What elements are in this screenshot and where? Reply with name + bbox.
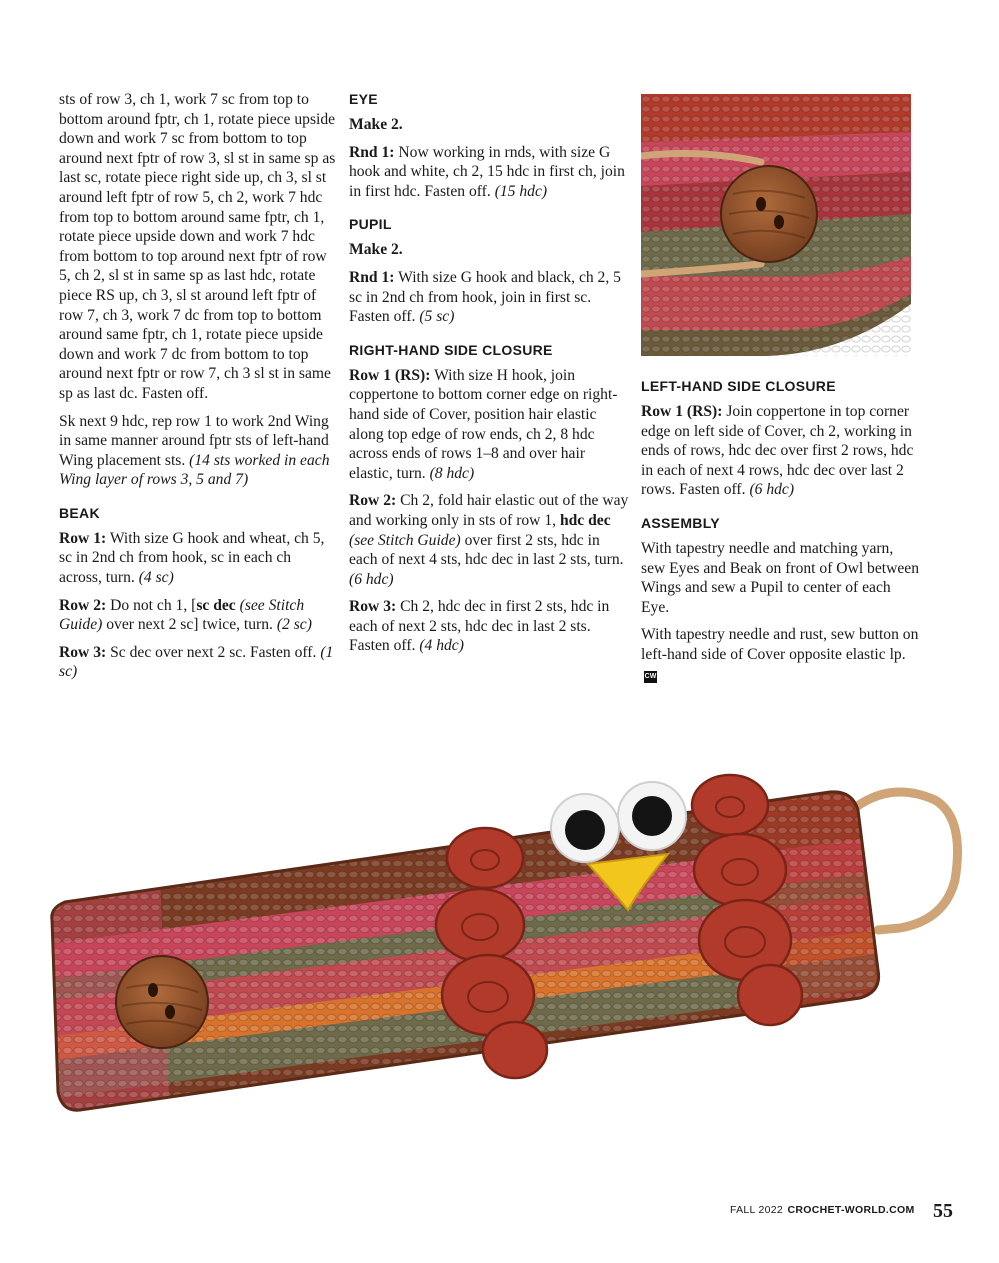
page-number: 55: [933, 1200, 953, 1222]
left-closure-heading: LEFT-HAND SIDE CLOSURE: [641, 378, 836, 394]
button-closure-photo: [641, 94, 911, 359]
eye-rnd-1: Rnd 1: Now working in rnds, with size G hook and white, ch 2, 15 hdc in first ch, join in first hdc. Fasten off. (15 hdc): [349, 143, 625, 200]
assembly-paragraph-2: With tapestry needle and rust, sew button on left-hand side of Cover opposite elastic lp.CW: [641, 625, 921, 684]
left-closure-row-1: Row 1 (RS): Join coppertone in top corner edge on left side of Cover, ch 2, working in ends of rows, hdc dec over first 2 rows, hdc in each of next 4 rows, hdc dec over last 2 rows. Fasten off. (6 hdc): [641, 403, 914, 499]
eye-heading: EYE: [349, 91, 378, 107]
column-2: [349, 90, 629, 664]
issue-label: FALL 2022: [729, 1204, 784, 1216]
assembly-heading: ASSEMBLY: [641, 514, 720, 531]
beak-row-1: Row 1: With size G hook and wheat, ch 5, sc in 2nd ch from hook, sc in each ch across, turn. (4 sc): [59, 529, 325, 587]
second-wing-paragraph: Sk next 9 hdc, rep row 1 to work 2nd Wing in same manner around fptr sts of left-hand Wing placement sts. (14 sts worked in each Wing layer of rows 3, 5 and 7): [59, 412, 330, 489]
wing-continuation-paragraph: sts of row 3, ch 1, work 7 sc from top to bottom around fptr, ch 1, rotate piece upside down and work 7 sc from bottom to top around next fptr of row 3, sl st in same sp as last sc, rotate piece right side up, ch 3, sl st around left fptr of row 5, ch 2, work 7 hdc from top to bottom around same fptr, ch 1, rotate piece upside down and work 7 hdc from bottom to top around next fptr of row 5, ch 2, sl st in same sp as last hdc, rotate piece RS up, ch 3, sl st around left fptr of row 7, ch 3, work 7 dc from top to bottom around same fptr, ch 1, rotate piece upside down and work 7 dc from bottom to top around next fptr or row 7, ch 3 sl st in same sp as last dc. Fasten off.: [59, 91, 336, 402]
cw-end-mark-icon: CW: [644, 671, 657, 683]
beak-heading: BEAK: [59, 504, 100, 521]
column-3: [641, 377, 921, 692]
right-closure-row-2: Row 2: Ch 2, fold hair elastic out of the way and working only in sts of row 1, hdc dec (see Stitch Guide) over first 2 sts, hdc in each of next 4 sts, hdc dec in last 2 sts, turn. (6 hdc): [349, 492, 629, 588]
column-1: [59, 90, 336, 690]
beak-row-3: Row 3: Sc dec over next 2 sc. Fasten off. (1 sc): [59, 643, 334, 681]
pupil-heading: PUPIL: [349, 216, 392, 233]
beak-row-2: Row 2: Do not ch 1, [sc dec (see Stitch Guide) over next 2 sc] twice, turn. (2 sc): [59, 596, 312, 634]
right-closure-row-3: Row 3: Ch 2, hdc dec in first 2 sts, hdc in each of next 2 sts, hdc dec in last 2 sts. Fasten off. (4 hdc): [349, 598, 610, 655]
assembly-paragraph-1: With tapestry needle and matching yarn, sew Eyes and Beak on front of Owl between Wings and sew a Pupil to center of each Eye.: [641, 539, 920, 616]
eye-make: Make 2.: [349, 116, 403, 133]
right-closure-row-1: Row 1 (RS): With size H hook, join coppertone to bottom corner edge on right-hand side of Cover, position hair elastic along top edge of row ends, ch 2, 8 hdc across ends of rows 1–8 and over hair elastic, turn. (8 hdc): [349, 366, 618, 482]
site-label: CROCHET-WORLD.COM: [787, 1204, 915, 1216]
owl-cover-photo: [40, 770, 970, 1150]
pupil-make: Make 2.: [349, 241, 403, 259]
pupil-rnd-1: Rnd 1: With size G hook and black, ch 2, 5 sc in 2nd ch from hook, join in first sc. Fasten off. (5 sc): [349, 268, 621, 326]
right-closure-heading: RIGHT-HAND SIDE CLOSURE: [349, 341, 553, 358]
page-footer: [730, 1200, 953, 1223]
